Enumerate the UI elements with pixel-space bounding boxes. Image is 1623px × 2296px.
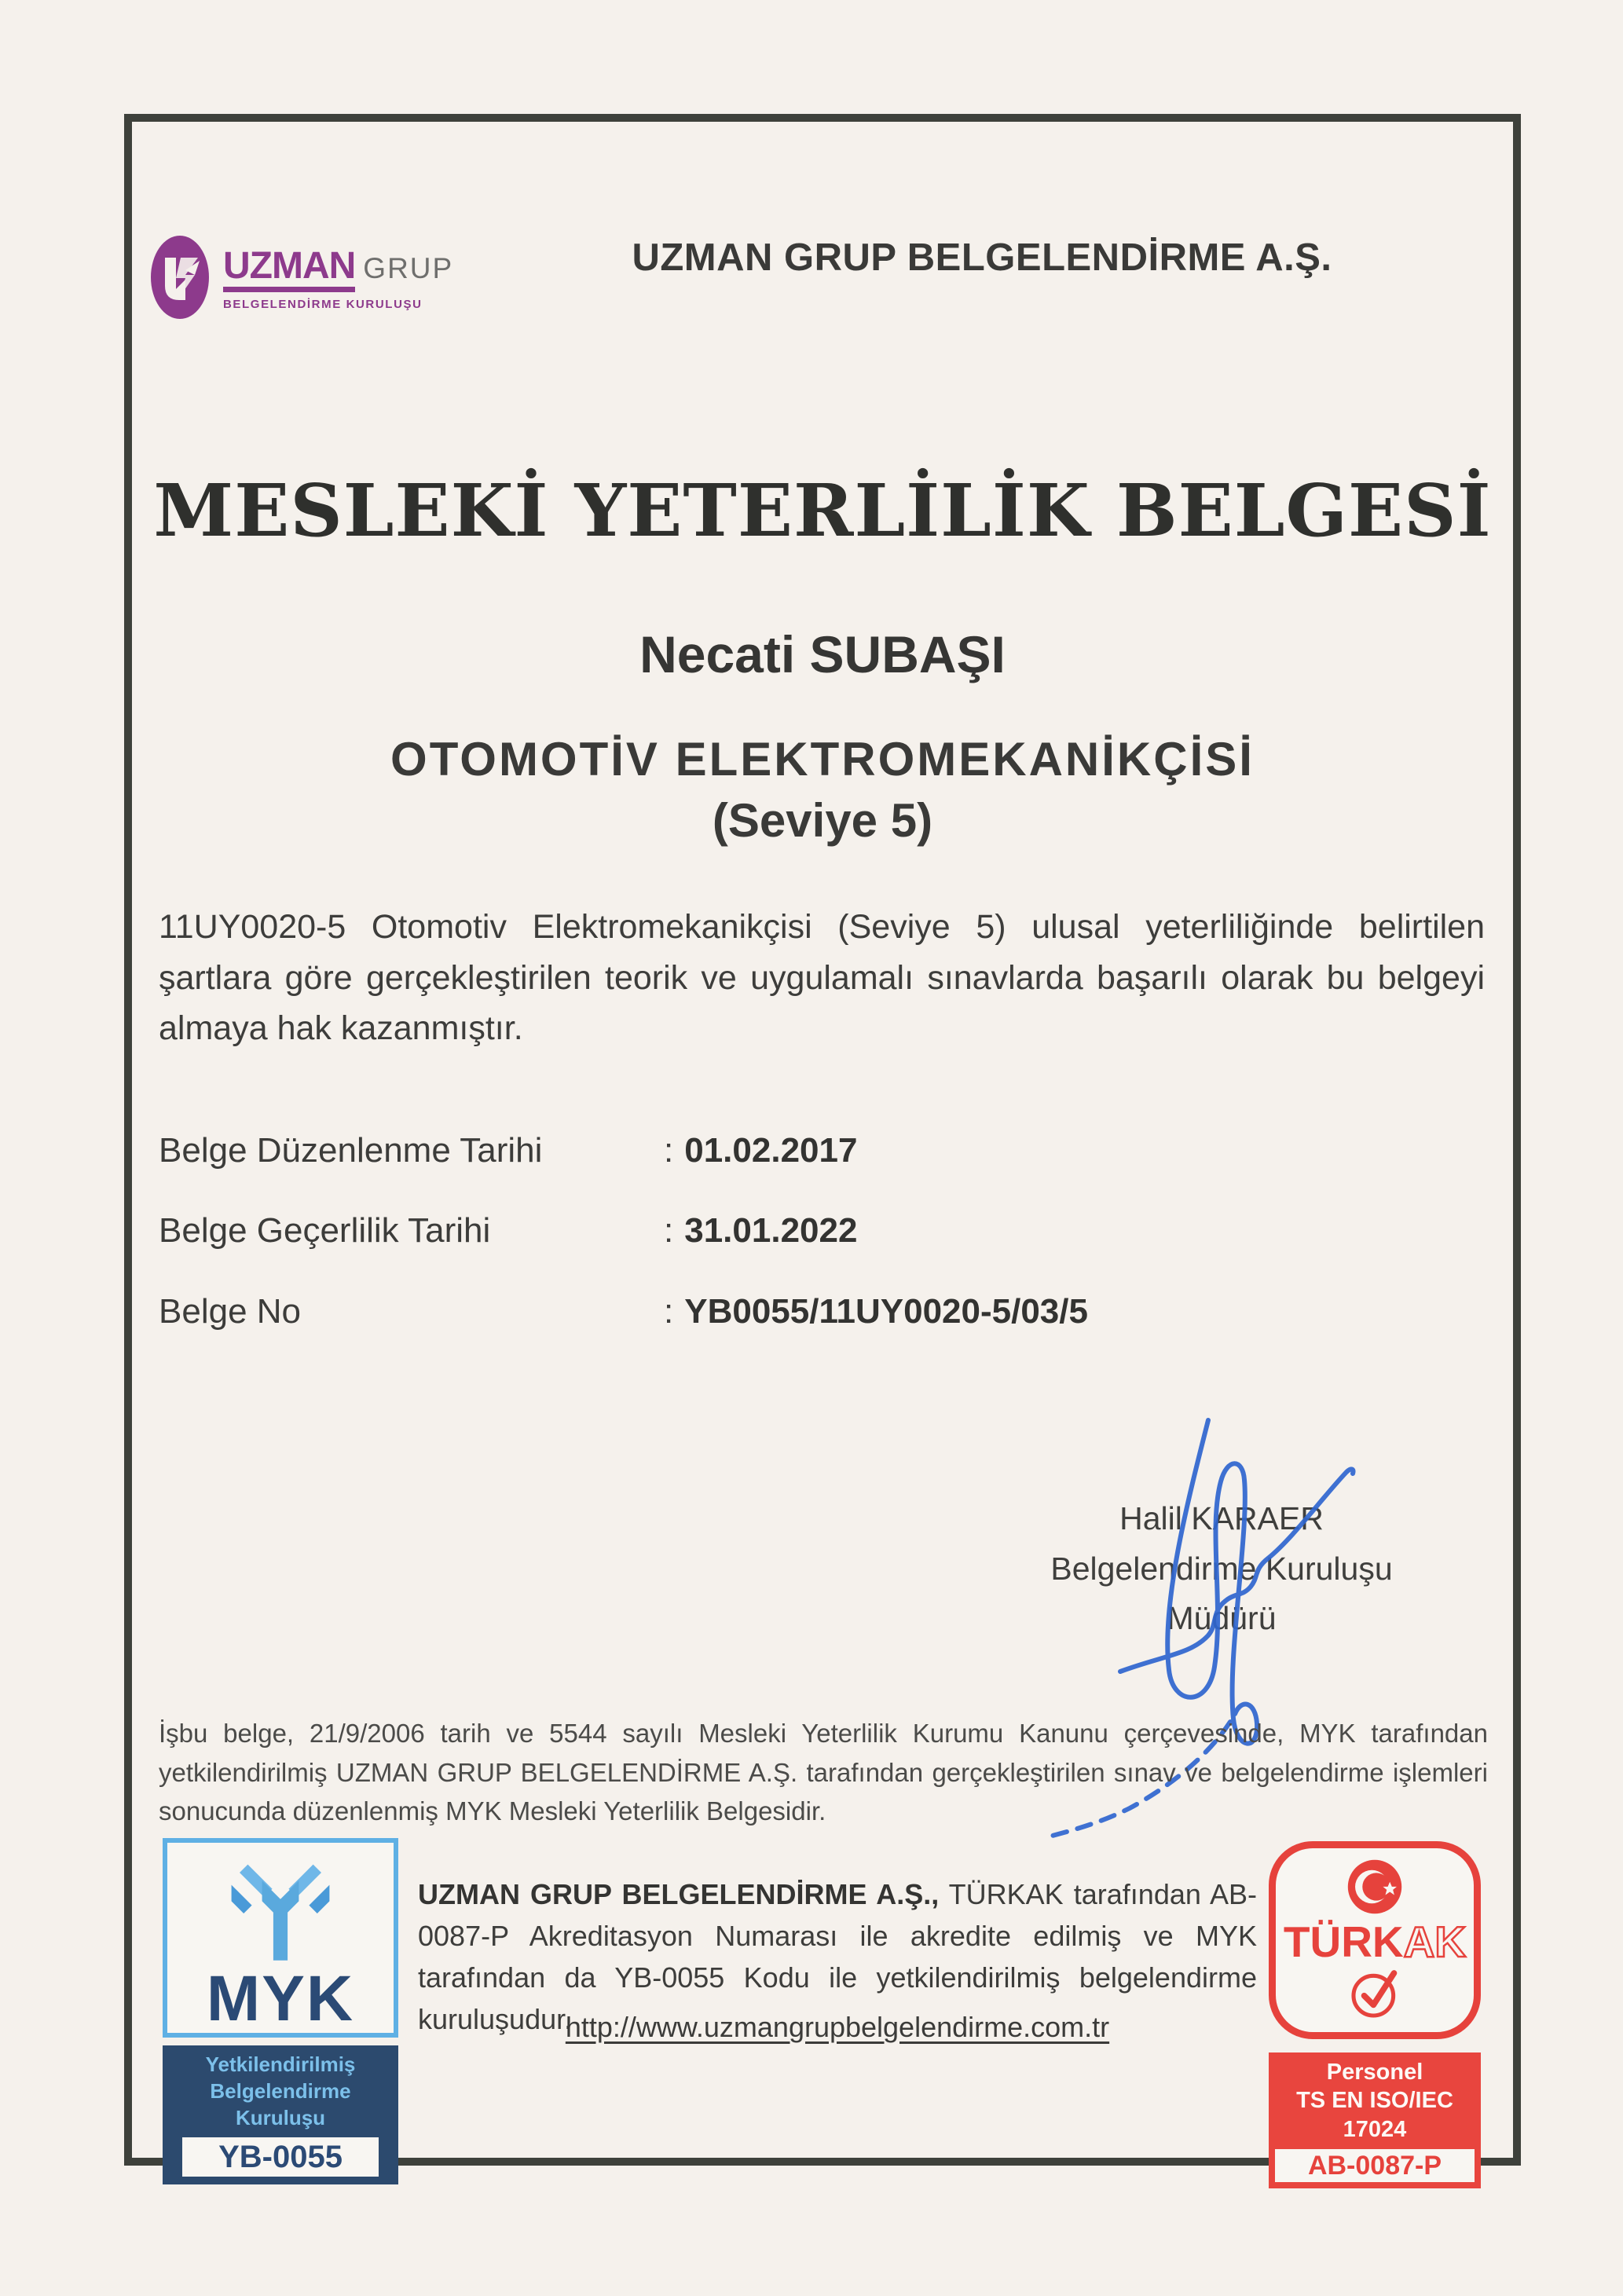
field-value: : YB0055/11UY0020-5/03/5	[664, 1292, 1088, 1331]
legal-statement: İşbu belge, 21/9/2006 tarih ve 5544 sayılı Mesleki Yeterlilik Kurumu Kanunu çerçevesinde, MYK tarafından yetkilendirilmiş UZMAN GRUP BELGELENDİRME A.Ş. tarafından gerçekleştirilen sınav ve belgelendirme işlemleri sonucunda düzenlenmiş MYK Mesleki Yeterlilik Belgesidir.	[159, 1719, 1488, 1825]
certificate-statement: 11UY0020-5 Otomotiv Elektromekanikçisi (Seviye 5) ulusal yeterliliğinde belirtilen şartlara göre gerçekleştirilen teorik ve uygulamalı sınavlarda başarılı olarak bu belgeyi almaya hak kazanmıştır.	[159, 908, 1485, 1047]
certificate-title: MESLEKİ YETERLİLİK BELGESİ	[153, 468, 1492, 553]
website-link[interactable]: http://www.uzmangrupbelgelendirme.com.tr	[565, 2011, 1110, 2043]
qualification-title: OTOMOTİV ELEKTROMEKANİKÇİSİ	[390, 733, 1255, 785]
uzman-logo	[149, 234, 453, 324]
uzman-logo-tagline: BELGELENDİRME KURULUŞU	[223, 298, 423, 311]
turkak-scope-line2: TS EN ISO/IEC 17024	[1296, 2088, 1453, 2142]
holder-name: Necati SUBAŞI	[639, 625, 1006, 683]
signatory-block	[998, 1494, 1445, 1644]
myk-logo-icon	[218, 1862, 343, 1968]
turkak-scope-box	[1269, 2052, 1481, 2188]
turkak-word-solid: TÜRK	[1283, 1917, 1404, 1966]
qualification-level: (Seviye 5)	[712, 794, 933, 847]
field-value: : 01.02.2017	[664, 1131, 858, 1170]
field-label: Belge Düzenlenme Tarihi	[159, 1131, 543, 1170]
turkak-scope-line1: Personel	[1326, 2060, 1423, 2085]
uzman-logo-brand: UZMAN	[223, 247, 355, 292]
accreditation-rest: TÜRKAK tarafından AB-0087-P Akreditasyon Numarası ile akredite edilmiş ve MYK tarafından da YB-0055 Kodu ile yetkilendirilmiş belgelendirme kuruluşudur.	[418, 1878, 1257, 2035]
accreditation-org-bold: UZMAN GRUP BELGELENDİRME A.Ş.,	[418, 1878, 940, 1910]
myk-auth-line1: Yetkilendirilmiş	[205, 2052, 356, 2076]
myk-auth-line2: Belgelendirme Kuruluşu	[210, 2078, 351, 2129]
myk-authorization-box	[163, 2045, 398, 2184]
signatory-name: Halil KARAER	[1119, 1500, 1324, 1536]
uzman-logo-text	[223, 247, 453, 311]
turkish-flag-icon	[1346, 1858, 1404, 1920]
turkak-logo-box	[1269, 1841, 1481, 2039]
turkak-badge	[1269, 1841, 1481, 2188]
myk-badge	[163, 1838, 398, 2184]
turkak-code: AB-0087-P	[1275, 2149, 1475, 2183]
myk-acronym: MYK	[206, 1963, 355, 2035]
field-label: Belge No	[159, 1292, 302, 1331]
signatory-role: Müdürü	[1167, 1600, 1277, 1637]
turkak-wordmark	[1283, 1917, 1467, 1966]
field-value: : 31.01.2022	[664, 1211, 858, 1250]
myk-logo-box	[163, 1838, 398, 2038]
myk-code: YB-0055	[182, 2137, 379, 2177]
field-label: Belge Geçerlilik Tarihi	[159, 1211, 491, 1250]
signatory-org: Belgelendirme Kuruluşu	[1050, 1550, 1393, 1587]
turkak-word-outline: AK	[1403, 1917, 1467, 1966]
uzman-logo-suffix: GRUP	[363, 252, 454, 284]
checkmark-icon	[1345, 1964, 1405, 2024]
uzman-logo-icon	[149, 234, 211, 324]
organization-title: UZMAN GRUP BELGELENDİRME A.Ş.	[632, 236, 1332, 279]
